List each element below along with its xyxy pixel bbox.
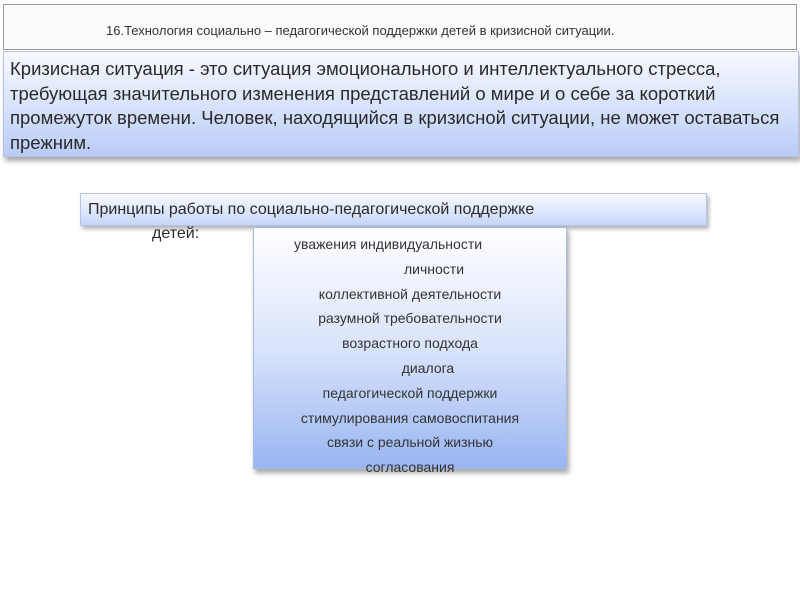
principle-item: педагогической поддержки [322, 384, 498, 401]
principle-item: возрастного подхода [342, 335, 478, 352]
principle-item: уважения индивидуальности [294, 236, 483, 252]
definition-text: Кризисная ситуация - это ситуация эмоционального и интеллектуального стресса, требующая значительного изменения представлений о мире и о себе за короткий промежуток времени. Человек, находящийся в кризисной ситуации, не может оставаться прежним. [10, 58, 780, 153]
slide-title-box [3, 4, 797, 50]
principles-header [88, 198, 688, 246]
principle-item: согласования [365, 459, 455, 476]
principle-item: разумной требовательности [318, 310, 502, 327]
principles-header-line2: детей: [152, 225, 200, 242]
principles-list [254, 232, 566, 480]
principles-list-box [253, 227, 567, 476]
principle-item: личности [404, 260, 465, 277]
definition-box [3, 51, 799, 157]
slide-title: 16.Технология социально – педагогической поддержки детей в кризисной ситуации. [106, 23, 615, 38]
principles-header-line1: Принципы работы по социально-педагогической поддержке [88, 201, 535, 218]
principle-item: коллективной деятельности [318, 285, 502, 302]
principle-item: связи с реальной жизнью [326, 434, 494, 451]
principle-item: стимулирования самовоспитания [300, 409, 520, 426]
principle-item: диалога [401, 359, 455, 376]
